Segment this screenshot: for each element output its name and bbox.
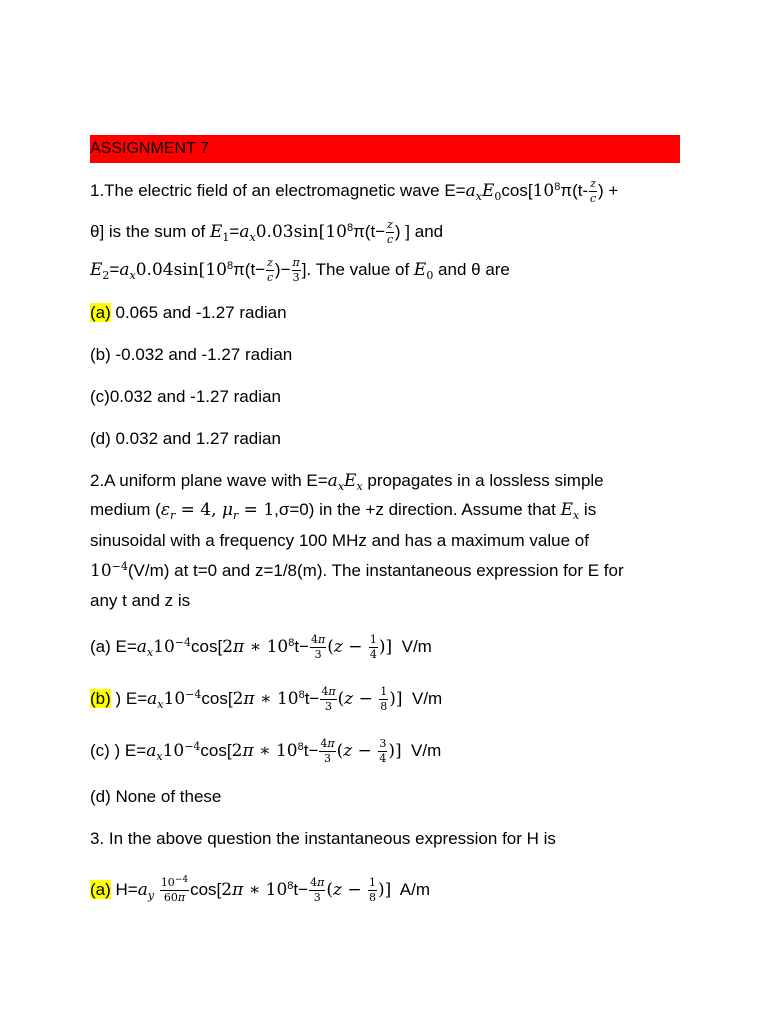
- q2-option-d[interactable]: (d) None of these: [90, 787, 222, 806]
- answer-highlight: (a): [90, 303, 111, 322]
- q1-option-c[interactable]: (c)0.032 and -1.27 radian: [90, 387, 281, 406]
- fraction-4pi-over-3: $\frac{4\pi}{3}$: [310, 633, 326, 661]
- q1-line-3: $E_2=a_x0.04\sin[10^8\pi(t-$ $\frac{z}{c}$ )− $\frac{\pi}{3}$ ]. The value of $E_0$ and θ are: [90, 256, 510, 284]
- fraction-1-over-4: $\frac{1}{4}$: [369, 633, 377, 661]
- q1-option-b[interactable]: (b) -0.032 and -1.27 radian: [90, 345, 293, 364]
- q2-line-4: $10^{-4}(V/m)$ at t=0 and z=1/8(m). The instantaneous expression for E for: [90, 560, 624, 581]
- q2-option-a[interactable]: (a) $E=a_x10^{-4}\cos[2\pi$ ∗ $10^8t-$ $\frac{4\pi}{3}$ (z − $\frac{1}{4}$ )] V/m: [90, 633, 432, 661]
- q2-option-c[interactable]: (c) ) $E=a_x10^{-4}\cos[2\pi$ ∗ $10^8t-$ $\frac{4\pi}{3}$ (z − $\frac{3}{4}$ )] V/m: [90, 737, 442, 765]
- q1-option-d[interactable]: (d) 0.032 and 1.27 radian: [90, 429, 281, 448]
- q1-line-1: 1.The electric field of an electromagnetic wave $E=a_xE_0\cos[10^8\pi(t-$ $\frac{z}{c}$ ) +: [90, 177, 619, 205]
- fraction-4pi-over-3: $\frac{4\pi}{3}$: [310, 876, 325, 904]
- fraction-1e-4-over-60pi: $\frac{10^{-4}}{60\pi}$: [160, 875, 189, 904]
- q3-option-a[interactable]: (a) $H=a_y$ $\frac{10^{-4}}{60\pi}$ cos[2π ∗ $10^8t-$ $\frac{4\pi}{3}$ (z − $\frac{1}{8}$ )] A/m: [90, 875, 430, 904]
- q2-line-1: 2.A uniform plane wave with $E=a_xE_x$ propagates in a lossless simple: [90, 471, 604, 493]
- assignment-title: ASSIGNMENT 7: [90, 140, 209, 157]
- fraction-4pi-over-3: $\frac{4\pi}{3}$: [320, 737, 335, 765]
- q3-line-1: 3. In the above question the instantaneous expression for H is: [90, 829, 556, 848]
- q2-line-3: sinusoidal with a frequency 100 MHz and has a maximum value of: [90, 531, 589, 550]
- q2-line-5: any t and z is: [90, 591, 191, 610]
- q1-option-a[interactable]: (a) 0.065 and -1.27 radian: [90, 303, 287, 322]
- fraction-z-over-c: $\frac{z}{c}$: [589, 177, 597, 205]
- fraction-1-over-8: $\frac{1}{8}$: [380, 685, 388, 713]
- answer-highlight: (a): [90, 879, 111, 899]
- answer-highlight: (b): [90, 688, 111, 708]
- fraction-z-over-c: $\frac{z}{c}$: [266, 256, 274, 284]
- title-banner: [90, 135, 680, 163]
- q2-option-b[interactable]: (b) ) $E=a_x10^{-4}\cos[2\pi$ ∗ $10^8t-$ $\frac{4\pi}{3}$ (z − $\frac{1}{8}$ )] V/m: [90, 685, 443, 713]
- fraction-3-over-4: $\frac{3}{4}$: [379, 737, 387, 765]
- fraction-1-over-8: $\frac{1}{8}$: [368, 876, 376, 904]
- fraction-z-over-c: $\frac{z}{c}$: [386, 218, 394, 246]
- q2-line-2: medium ($\varepsilon_r = 4$, $\mu_r = 1,\sigma=0$) in the +z direction. Assume that $E_x$ is: [90, 500, 597, 522]
- fraction-pi-over-3: $\frac{\pi}{3}$: [292, 256, 300, 284]
- fraction-4pi-over-3: $\frac{4\pi}{3}$: [321, 685, 336, 713]
- q1-line-2: θ] is the sum of $E_1=a_x0.03\sin[10^8\pi(t-$ $\frac{z}{c}$ ) ] and: [90, 218, 444, 246]
